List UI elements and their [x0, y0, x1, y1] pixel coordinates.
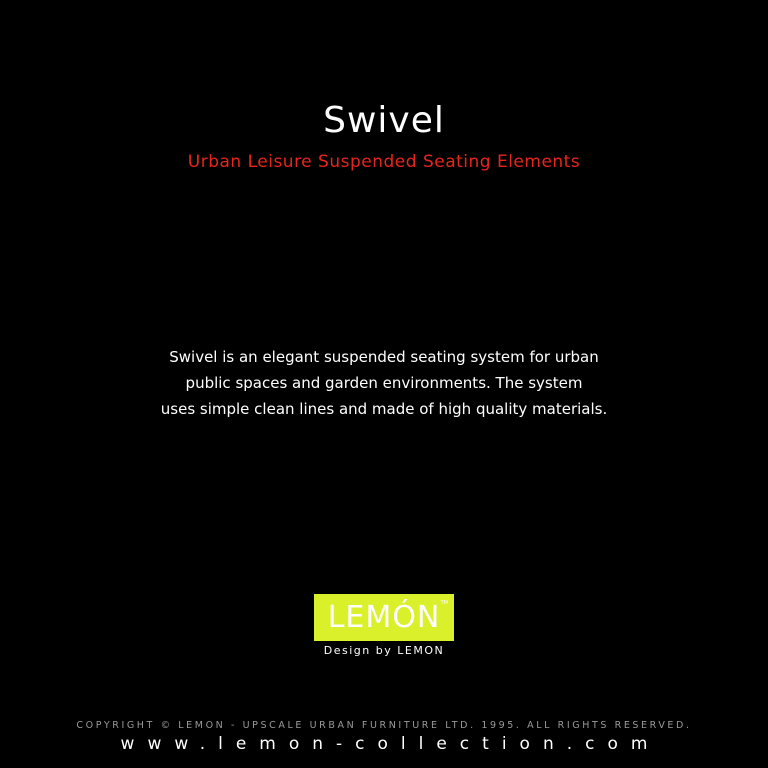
description-line: public spaces and garden environments. The system — [185, 374, 583, 392]
logo-caption: Design by LEMON — [323, 644, 445, 657]
lemon-logo[interactable] — [314, 594, 454, 641]
page-subtitle: Urban Leisure Suspended Seating Elements — [187, 152, 581, 172]
copyright-notice: COPYRIGHT © LEMON - UPSCALE URBAN FURNITURE LTD. 1995. ALL RIGHTS RESERVED. — [76, 720, 692, 731]
page-title: Swivel — [323, 100, 445, 141]
website-link[interactable]: www.lemon-collection.com — [120, 734, 661, 754]
logo-trademark: TM — [440, 600, 448, 606]
product-description — [84, 344, 684, 422]
description-line: uses simple clean lines and made of high quality materials. — [160, 400, 608, 418]
logo-wordmark: LEMÓN — [327, 600, 441, 635]
description-line: Swivel is an elegant suspended seating system for urban — [169, 348, 599, 366]
